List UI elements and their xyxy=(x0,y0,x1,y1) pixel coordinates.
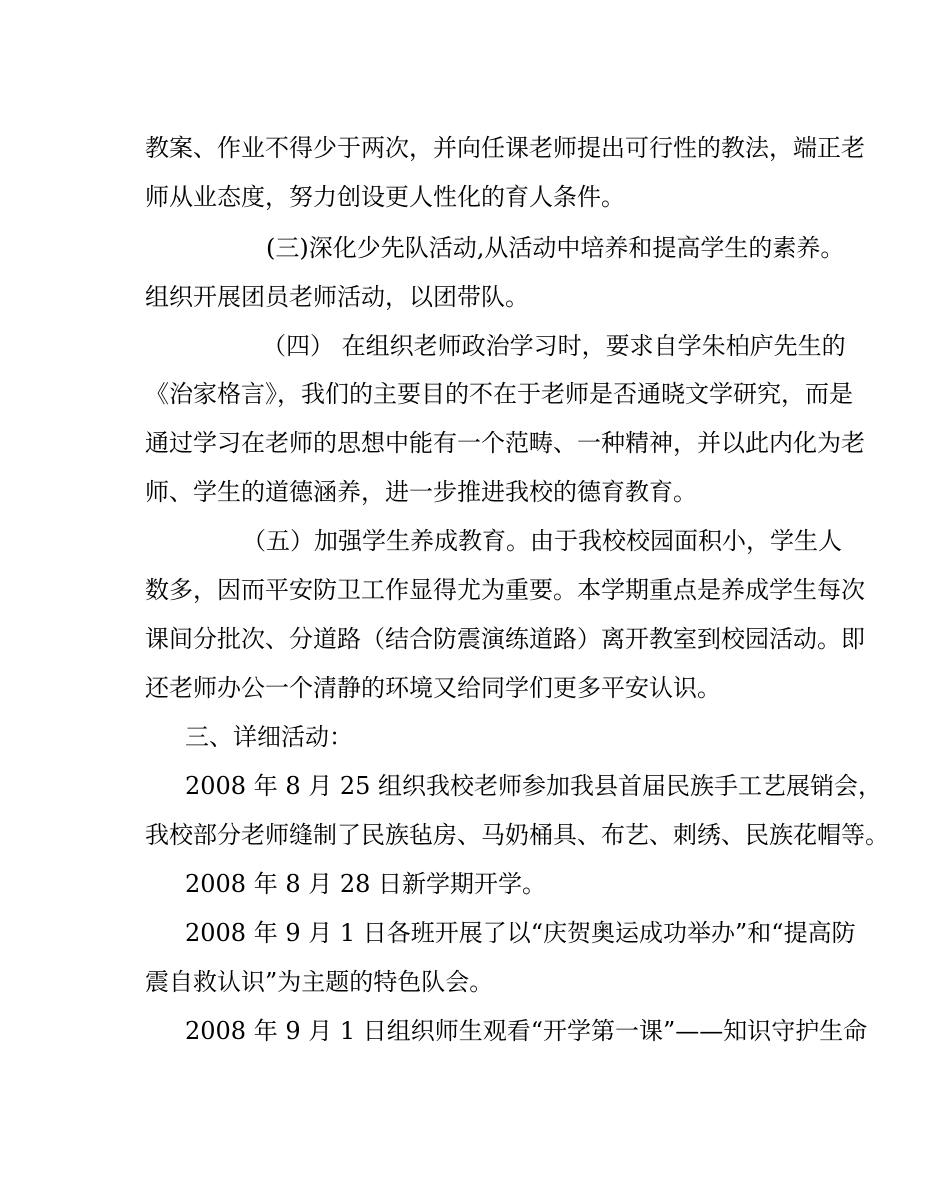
text-line-6: 《治家格言》，我们的主要目的不在于老师是否通晓文学研究，而是 xyxy=(145,380,853,408)
text-line-7: 通过学习在老师的思想中能有一个范畴、一种精神，并以此内化为老 xyxy=(145,429,865,457)
text-line-17: 2008 年 9 月 1 日各班开展了以“庆贺奥运成功举办”和“提高防 xyxy=(185,919,856,947)
text-line-12: 还老师办公一个清静的环境又给同学们更多平安认识。 xyxy=(145,674,721,702)
section-heading-three: 三、详细活动： xyxy=(185,723,353,751)
text-line-2: 师从业态度，努力创设更人性化的育人条件。 xyxy=(145,183,625,211)
section-heading-3: (三)深化少先队活动,从活动中培养和提高学生的素养。 xyxy=(266,234,845,262)
text-line-10: 数多，因而平安防卫工作显得尤为重要。本学期重点是养成学生每次 xyxy=(145,576,865,604)
text-line-8: 师、学生的道德涵养，进一步推进我校的德育教育。 xyxy=(145,478,697,506)
text-line-1: 教案、作业不得少于两次，并向任课老师提出可行性的教法，端正老 xyxy=(145,134,865,162)
text-line-15: 我校部分老师缝制了民族毡房、马奶桶具、布艺、刺绣、民族花帽等。 xyxy=(145,821,889,849)
text-line-18: 震自救认识”为主题的特色队会。 xyxy=(145,968,494,996)
text-line-16: 2008 年 8 月 28 日新学期开学。 xyxy=(185,870,547,898)
text-line-14: 2008 年 8 月 25 组织我校老师参加我县首届民族手工艺展销会， xyxy=(185,772,883,800)
text-line-4: 组织开展团员老师活动，以团带队。 xyxy=(145,283,529,311)
section-heading-4: （四） 在组织老师政治学习时，要求自学朱柏庐先生的 xyxy=(262,332,846,360)
text-line-19: 2008 年 9 月 1 日组织师生观看“开学第一课”——知识守护生命 xyxy=(185,1017,868,1045)
text-line-11: 课间分批次、分道路（结合防震演练道路）离开教室到校园活动。即 xyxy=(145,625,865,653)
section-heading-5: （五）加强学生养成教育。由于我校校园面积小，学生人 xyxy=(242,527,842,555)
